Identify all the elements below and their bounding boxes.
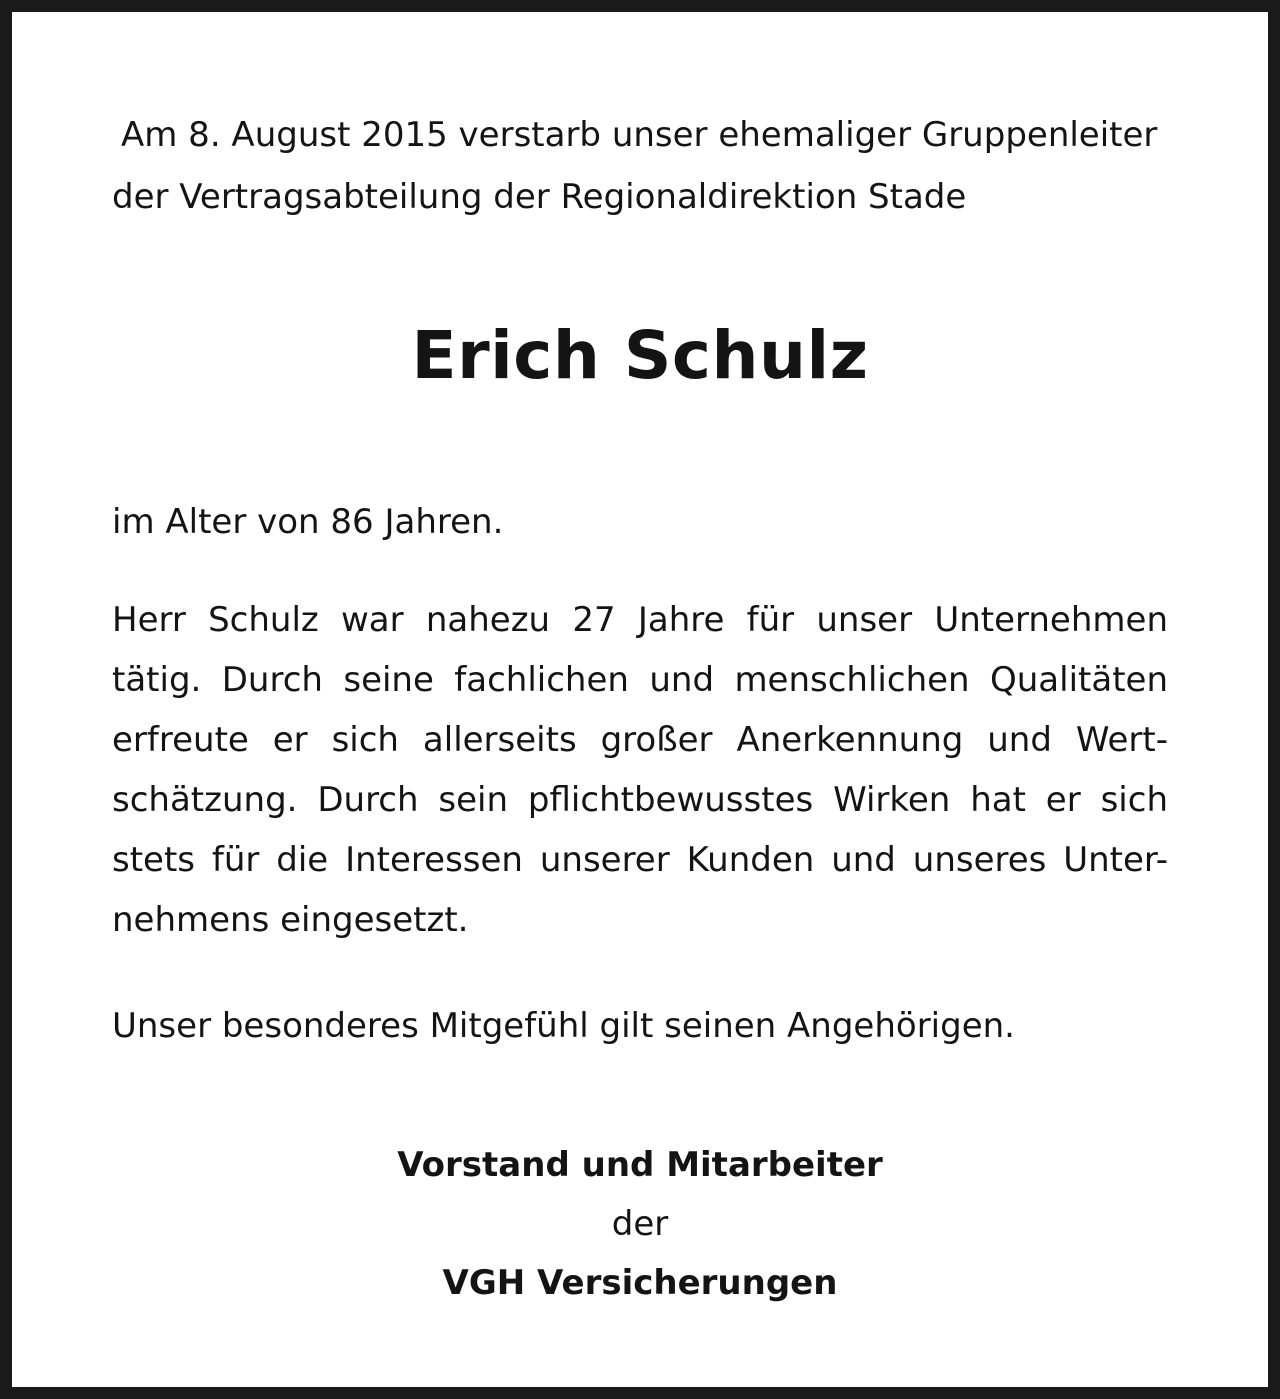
signature-line-2: der xyxy=(611,1204,669,1244)
tribute-line: nehmens eingesetzt. xyxy=(112,900,469,940)
intro-paragraph xyxy=(112,104,1168,228)
obituary-notice xyxy=(12,12,1268,1387)
signature-line-1: Vorstand und Mitarbeiter xyxy=(397,1145,883,1185)
intro-line-2: der Vertragsabteilung der Regionaldirektion Stade xyxy=(112,177,967,217)
signature-line-3: VGH Versicherungen xyxy=(442,1263,838,1303)
tribute-line: tätig. Durch seine fachlichen und menschlichen Qualitäten xyxy=(112,660,1168,700)
sympathy-line: Unser besonderes Mitgefühl gilt seinen Angehörigen. xyxy=(112,1006,1015,1046)
tribute-line: erfreute er sich allerseits großer Anerkennung und Wert- xyxy=(112,720,1168,760)
tribute-line: Herr Schulz war nahezu 27 Jahre für unser Unternehmen xyxy=(112,600,1168,640)
tribute-paragraph xyxy=(112,590,1168,950)
deceased-name: Erich Schulz xyxy=(411,317,869,394)
tribute-line: schätzung. Durch sein pflichtbewusstes Wirken hat er sich xyxy=(112,780,1168,820)
age-line: im Alter von 86 Jahren. xyxy=(112,502,504,542)
signature-block xyxy=(112,1136,1168,1313)
tribute-line: stets für die Interessen unserer Kunden und unseres Unter- xyxy=(112,840,1168,880)
intro-line-1: Am 8. August 2015 verstarb unser ehemaliger Gruppenleiter xyxy=(121,115,1158,155)
